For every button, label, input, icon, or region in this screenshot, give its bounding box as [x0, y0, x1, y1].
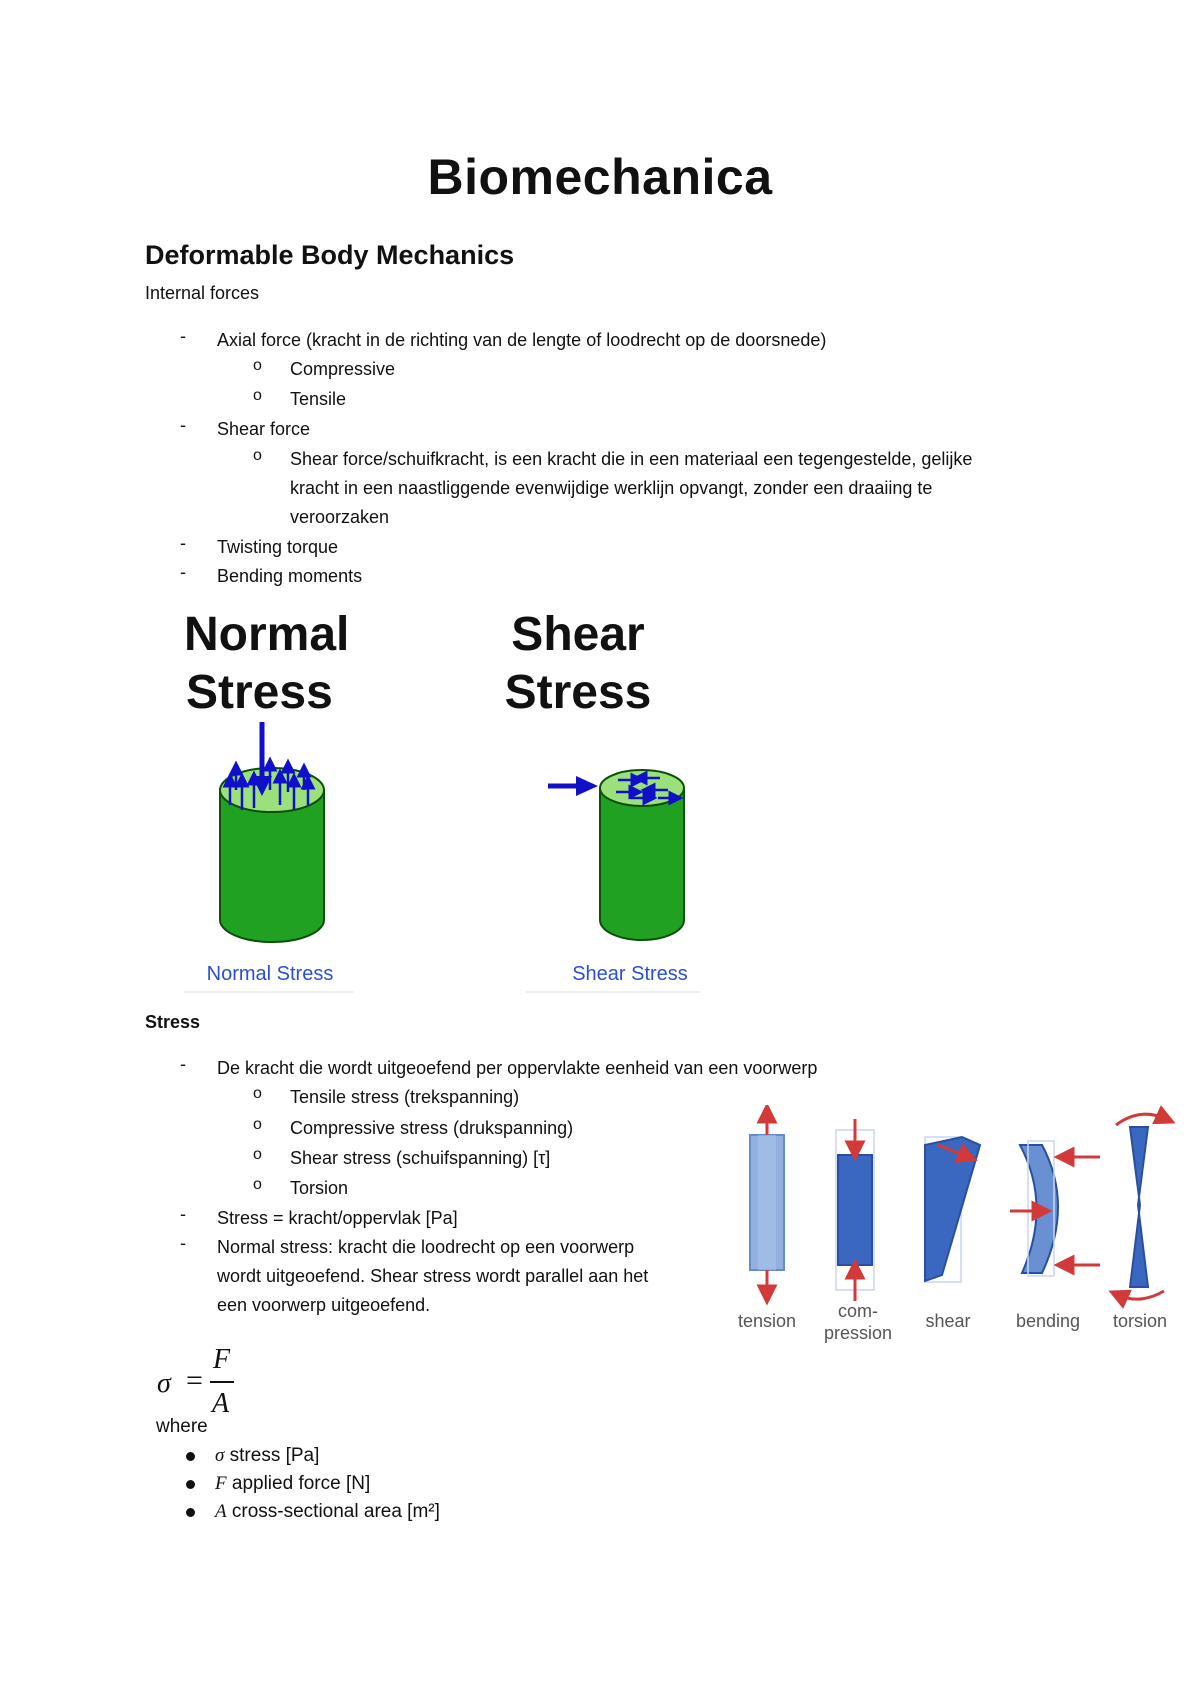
shear-desc-line-3: veroorzaken: [290, 507, 390, 527]
list-dash: -: [180, 1204, 186, 1224]
sub-bullet: o: [253, 1116, 262, 1133]
normal-stress-caption: Normal Stress: [206, 963, 334, 985]
bullet-dot: [186, 1508, 195, 1517]
compression-beam: [836, 1119, 874, 1301]
stress-heading: Stress: [145, 1012, 201, 1032]
shear-title-1: Shear: [511, 608, 645, 661]
list-item-tensile: Tensile: [290, 389, 347, 409]
formula-numerator: F: [213, 1344, 231, 1375]
label-bending: bending: [1015, 1311, 1081, 1331]
stress-torsion: Torsion: [290, 1178, 349, 1198]
shear-beam: [925, 1137, 980, 1282]
formula-item-sigma: σ stress [Pa]: [215, 1445, 320, 1466]
normal-stress-line-2: wordt uitgeoefend. Shear stress wordt parallel aan het: [217, 1266, 649, 1286]
list-dash: -: [180, 533, 186, 553]
normal-stress-line-3: een voorwerp uitgeoefend.: [217, 1295, 431, 1315]
list-item-shear: Shear force: [217, 419, 311, 439]
shear-desc-line-2: kracht in een naastliggende evenwijdige werklijn opvangt, zonder een draaiing te: [290, 478, 933, 498]
tension-beam: [750, 1113, 784, 1295]
list-dash: -: [180, 326, 186, 346]
document-title: Biomechanica: [427, 149, 773, 205]
sub-bullet: o: [253, 447, 262, 464]
shear-desc-line-1: Shear force/schuifkracht, is een kracht die in een materiaal een tegengestelde, gelijke: [290, 449, 973, 469]
stress-definition: De kracht die wordt uitgeoefend per oppervlakte eenheid van een voorwerp: [217, 1058, 818, 1078]
sub-bullet: o: [253, 1146, 262, 1163]
formula-fraction-bar: [210, 1381, 234, 1383]
sub-bullet: o: [253, 1176, 262, 1193]
formula-item-force: F applied force [N]: [215, 1473, 371, 1494]
sub-bullet: o: [253, 387, 262, 404]
label-torsion: torsion: [1112, 1311, 1168, 1331]
stress-formula-text: Stress = kracht/oppervlak [Pa]: [217, 1208, 458, 1228]
formula-denominator: A: [212, 1388, 230, 1419]
stress-compressive: Compressive stress (drukspanning): [290, 1118, 574, 1138]
sub-bullet: o: [253, 1085, 262, 1102]
normal-stress-cylinder: [220, 722, 324, 942]
label-tension: tension: [737, 1311, 797, 1331]
torsion-beam: [1116, 1114, 1166, 1299]
shear-stress-cylinder: [548, 770, 684, 940]
list-dash: -: [180, 562, 186, 582]
list-item-twisting: Twisting torque: [217, 537, 339, 557]
formula-equals: =: [186, 1364, 203, 1397]
list-item-compressive: Compressive: [290, 359, 396, 379]
shear-title-2: Stress: [504, 666, 652, 719]
list-dash: -: [180, 1054, 186, 1074]
list-dash: -: [180, 415, 186, 435]
formula-item-area: A cross-sectional area [m²]: [215, 1501, 440, 1522]
list-item-bending: Bending moments: [217, 566, 363, 586]
formula-where: where: [156, 1416, 208, 1437]
stress-tensile: Tensile stress (trekspanning): [290, 1087, 520, 1107]
internal-forces-label: Internal forces: [145, 283, 260, 303]
normal-title-1: Normal: [184, 608, 350, 661]
stress-shear: Shear stress (schuifspanning) [τ]: [290, 1148, 551, 1168]
formula-sigma: σ: [157, 1368, 171, 1399]
deformation-figure: [730, 1105, 1180, 1345]
section-heading: Deformable Body Mechanics: [145, 240, 515, 270]
bullet-dot: [186, 1480, 195, 1489]
label-shear: shear: [925, 1311, 971, 1331]
bullet-dot: [186, 1452, 195, 1461]
label-compression-1: com-: [838, 1301, 878, 1321]
label-compression-2: pression: [823, 1323, 893, 1343]
shear-stress-caption: Shear Stress: [572, 963, 688, 985]
list-dash: -: [180, 1233, 186, 1253]
normal-stress-line-1: Normal stress: kracht die loodrecht op een voorwerp: [217, 1237, 635, 1257]
list-item-axial: Axial force (kracht in de richting van de lengte of loodrecht op de doorsnede): [217, 330, 827, 350]
stress-figure: [170, 600, 730, 995]
normal-title-2: Stress: [186, 666, 333, 719]
sub-bullet: o: [253, 357, 262, 374]
bending-beam: [1010, 1141, 1100, 1276]
